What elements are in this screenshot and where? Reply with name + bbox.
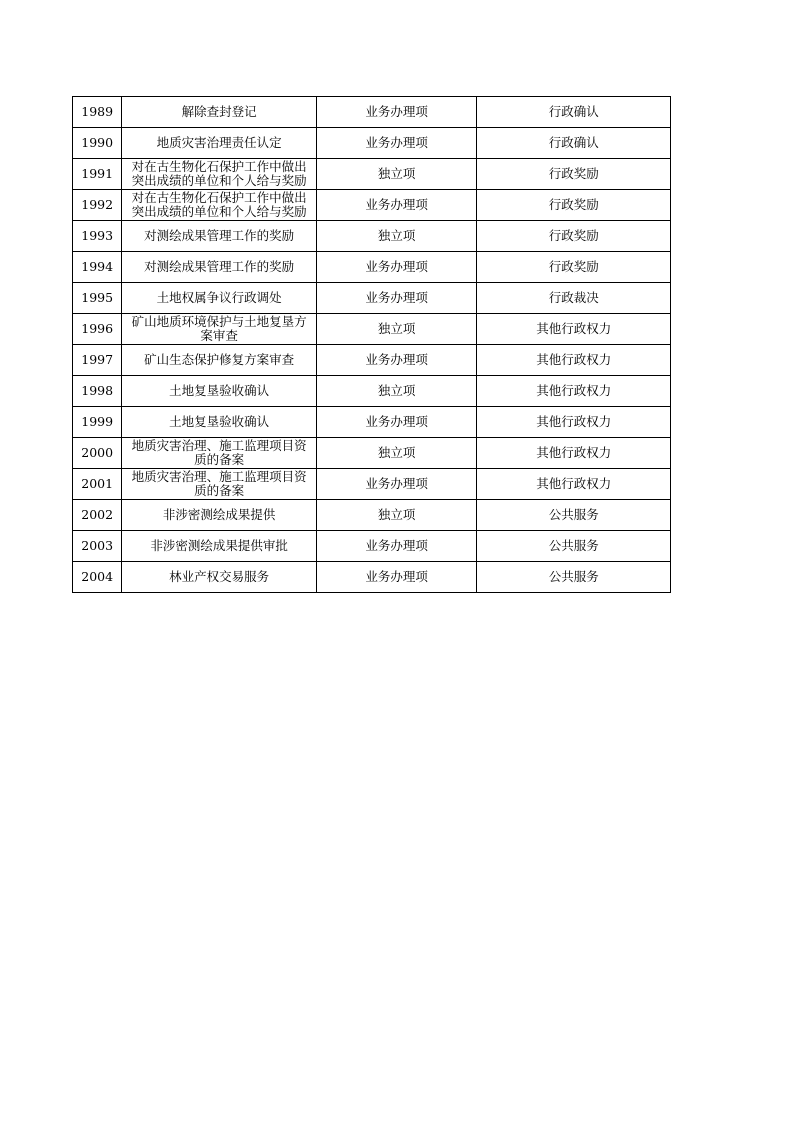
item-category-cell: 行政奖励 <box>477 190 671 221</box>
item-type-cell: 业务办理项 <box>316 128 477 159</box>
item-name-cell <box>122 252 317 283</box>
table-row <box>73 376 671 407</box>
items-table <box>72 96 671 593</box>
item-type-cell: 独立项 <box>316 221 477 252</box>
row-number-cell: 1995 <box>73 283 122 314</box>
table-row <box>73 190 671 221</box>
table-row <box>73 314 671 345</box>
item-name-text: 地质灾害治理、施工监理项目资质的备案 <box>131 438 307 467</box>
item-type-cell: 独立项 <box>316 500 477 531</box>
item-name-text: 对在古生物化石保护工作中做出突出成绩的单位和个人给与奖励 <box>131 159 307 188</box>
item-category-cell: 行政奖励 <box>477 159 671 190</box>
item-name-text: 矿山生态保护修复方案审查 <box>144 352 295 367</box>
item-type-cell: 业务办理项 <box>316 531 477 562</box>
table-row <box>73 252 671 283</box>
item-category-cell: 行政裁决 <box>477 283 671 314</box>
item-type-cell: 独立项 <box>316 438 477 469</box>
item-category-cell: 公共服务 <box>477 562 671 593</box>
item-category-cell: 其他行政权力 <box>477 469 671 500</box>
row-number-cell: 2001 <box>73 469 122 500</box>
item-name-cell <box>122 500 317 531</box>
item-name-text: 林业产权交易服务 <box>169 569 270 584</box>
item-name-cell <box>122 562 317 593</box>
item-type-cell: 业务办理项 <box>316 252 477 283</box>
item-category-cell: 其他行政权力 <box>477 438 671 469</box>
table-row <box>73 531 671 562</box>
item-name-text: 地质灾害治理、施工监理项目资质的备案 <box>131 469 307 498</box>
item-category-cell: 行政奖励 <box>477 221 671 252</box>
item-type-cell: 业务办理项 <box>316 97 477 128</box>
item-name-text: 非涉密测绘成果提供审批 <box>150 538 288 553</box>
item-type-cell: 业务办理项 <box>316 190 477 221</box>
item-type-cell: 独立项 <box>316 159 477 190</box>
table-row <box>73 500 671 531</box>
item-name-text: 对测绘成果管理工作的奖励 <box>144 228 295 243</box>
row-number-cell: 1992 <box>73 190 122 221</box>
row-number-cell: 1990 <box>73 128 122 159</box>
item-name-cell <box>122 376 317 407</box>
table-row <box>73 469 671 500</box>
row-number-cell: 1991 <box>73 159 122 190</box>
item-category-cell: 公共服务 <box>477 500 671 531</box>
table-row <box>73 97 671 128</box>
table-row <box>73 562 671 593</box>
item-name-text: 土地复垦验收确认 <box>169 414 270 429</box>
table-row <box>73 345 671 376</box>
row-number-cell: 1994 <box>73 252 122 283</box>
item-name-text: 地质灾害治理责任认定 <box>156 135 282 150</box>
row-number-cell: 1989 <box>73 97 122 128</box>
item-type-cell: 业务办理项 <box>316 345 477 376</box>
table-row <box>73 438 671 469</box>
row-number-cell: 2004 <box>73 562 122 593</box>
item-category-cell: 行政奖励 <box>477 252 671 283</box>
row-number-cell: 2003 <box>73 531 122 562</box>
table-row <box>73 283 671 314</box>
table-row <box>73 128 671 159</box>
item-type-cell: 独立项 <box>316 314 477 345</box>
item-name-text: 土地复垦验收确认 <box>169 383 270 398</box>
row-number-cell: 2000 <box>73 438 122 469</box>
item-type-cell: 业务办理项 <box>316 469 477 500</box>
item-name-text: 土地权属争议行政调处 <box>156 290 282 305</box>
item-name-cell <box>122 283 317 314</box>
table-body <box>73 97 671 593</box>
item-name-cell <box>122 407 317 438</box>
table-row <box>73 221 671 252</box>
item-category-cell: 其他行政权力 <box>477 314 671 345</box>
item-name-cell <box>122 221 317 252</box>
item-category-cell: 其他行政权力 <box>477 345 671 376</box>
item-category-cell: 其他行政权力 <box>477 376 671 407</box>
item-name-cell <box>122 469 317 500</box>
row-number-cell: 2002 <box>73 500 122 531</box>
item-name-cell <box>122 314 317 345</box>
item-type-cell: 独立项 <box>316 376 477 407</box>
item-name-text: 对在古生物化石保护工作中做出突出成绩的单位和个人给与奖励 <box>131 190 307 219</box>
item-type-cell: 业务办理项 <box>316 407 477 438</box>
item-category-cell: 公共服务 <box>477 531 671 562</box>
item-name-text: 矿山地质环境保护与土地复垦方案审查 <box>131 314 307 343</box>
item-name-cell <box>122 128 317 159</box>
item-category-cell: 其他行政权力 <box>477 407 671 438</box>
item-name-text: 非涉密测绘成果提供 <box>162 507 276 522</box>
item-name-cell <box>122 159 317 190</box>
item-name-text: 解除查封登记 <box>181 104 257 119</box>
item-category-cell: 行政确认 <box>477 128 671 159</box>
item-category-cell: 行政确认 <box>477 97 671 128</box>
item-name-cell <box>122 97 317 128</box>
table-row <box>73 407 671 438</box>
item-type-cell: 业务办理项 <box>316 562 477 593</box>
item-name-cell <box>122 438 317 469</box>
item-name-cell <box>122 190 317 221</box>
item-name-cell <box>122 345 317 376</box>
item-type-cell: 业务办理项 <box>316 283 477 314</box>
row-number-cell: 1996 <box>73 314 122 345</box>
item-name-text: 对测绘成果管理工作的奖励 <box>144 259 295 274</box>
row-number-cell: 1999 <box>73 407 122 438</box>
item-name-cell <box>122 531 317 562</box>
table-row <box>73 159 671 190</box>
row-number-cell: 1998 <box>73 376 122 407</box>
row-number-cell: 1993 <box>73 221 122 252</box>
row-number-cell: 1997 <box>73 345 122 376</box>
